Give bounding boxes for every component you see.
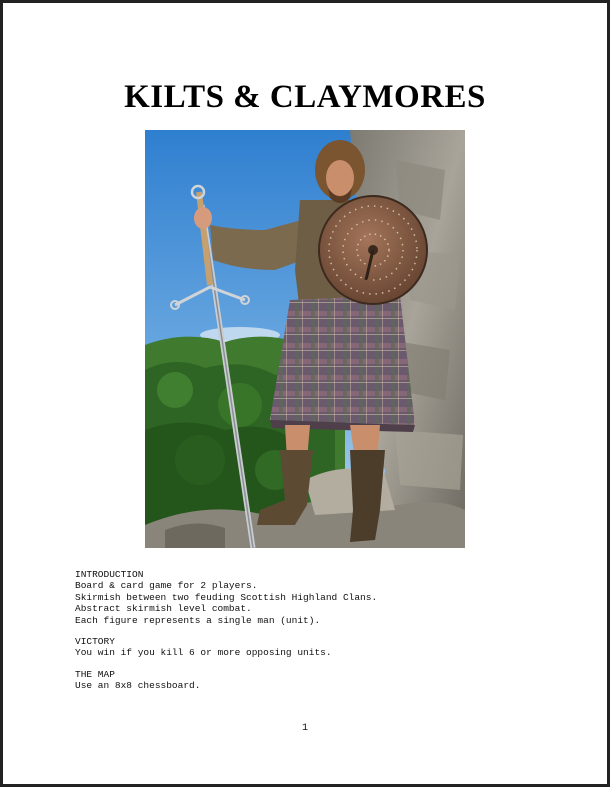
- section-line: You win if you kill 6 or more opposing units.: [75, 647, 332, 659]
- section-line: Abstract skirmish level combat.: [75, 603, 252, 615]
- section-line: Skirmish between two feuding Scottish Highland Clans.: [75, 591, 378, 603]
- page-number: 1: [301, 723, 308, 734]
- section-heading: VICTORY: [75, 636, 115, 648]
- section-introduction: [75, 569, 555, 626]
- section-line: Use an 8x8 chessboard.: [75, 680, 201, 692]
- section-the-map: [75, 669, 555, 692]
- section-line: Board & card game for 2 players.: [75, 580, 258, 592]
- cover-photo-highlander: [145, 130, 465, 548]
- section-heading: THE MAP: [75, 668, 115, 680]
- rules-text: [75, 569, 555, 702]
- section-line: Each figure represents a single man (unit).: [75, 614, 321, 626]
- page-title: KILTS & CLAYMORES: [124, 79, 486, 115]
- section-heading: INTRODUCTION: [75, 569, 144, 580]
- section-victory: [75, 636, 555, 659]
